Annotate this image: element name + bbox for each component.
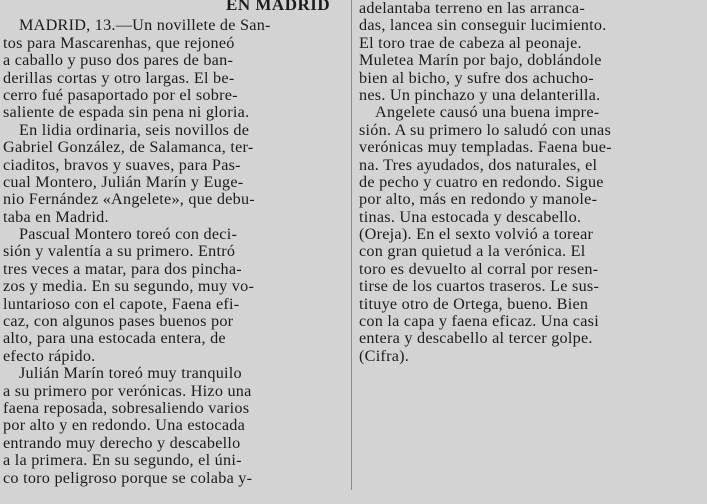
- text-line: a caballo y puso dos pares de ban-: [3, 52, 234, 70]
- text-line: con gran quietud a la verónica. El: [359, 243, 586, 261]
- right-column: [359, 0, 705, 365]
- text-line: nes. Un pinchazo y una delanterilla.: [359, 86, 601, 104]
- text-line: tituye otro de Ortega, bueno. Bien: [359, 295, 589, 313]
- text-line: (Oreja). En el sexto volvió a torear: [359, 226, 594, 244]
- text-line: entera y descabello al tercer golpe.: [359, 330, 593, 348]
- text-line: tres veces a matar, para dos pincha-: [3, 260, 242, 278]
- text-line: Muletea Marín por bajo, doblándole: [359, 52, 602, 70]
- text-line: verónicas muy templadas. Faena bue-: [359, 139, 612, 157]
- text-line: derillas cortas y otro largas. El be-: [3, 69, 235, 87]
- text-line: MADRID, 13.—Un novillete de San-: [19, 17, 271, 35]
- text-line: [3, 0, 346, 17]
- text-line: faena reposada, sobresaliendo varios: [3, 399, 250, 417]
- text-line: En lidia ordinaria, seis novillos de: [19, 121, 250, 139]
- text-line: taba en Madrid.: [3, 208, 109, 226]
- text-line: Gabriel González, de Salamanca, ter-: [3, 139, 254, 157]
- text-line: bien al bicho, y sufre dos achucho-: [359, 69, 594, 87]
- text-line: adelantaba terreno en las arranca-: [359, 0, 585, 17]
- text-line: Julián Marín toreó muy tranquilo: [19, 365, 242, 383]
- text-line: tirse de los cuartos traseros. Le sus-: [359, 278, 600, 296]
- text-line: caz, con algunos pases buenos por: [3, 313, 234, 331]
- text-line: co toro peligroso porque se colaba y-: [3, 469, 253, 487]
- text-line: entrando muy derecho y descabello: [3, 434, 241, 452]
- article-heading: EN MADRID: [226, 0, 331, 14]
- text-line: na. Tres ayudados, dos naturales, el: [359, 156, 598, 174]
- text-line: ciaditos, bravos y suaves, para Pas-: [3, 156, 241, 174]
- left-column: [3, 0, 346, 487]
- text-line: nio Fernández «Angelete», que debu-: [3, 191, 255, 209]
- text-line: cual Montero, Julián Marín y Euge-: [3, 173, 244, 191]
- text-line: tinas. Una estocada y descabello.: [359, 208, 582, 226]
- text-line: (Cifra).: [359, 347, 410, 365]
- text-line: con la capa y faena eficaz. Una casi: [359, 313, 599, 331]
- text-line: por alto, más en redondo y manole-: [359, 191, 598, 209]
- text-line: das, lancea sin conseguir lucimiento.: [359, 17, 607, 35]
- column-divider: [351, 0, 352, 490]
- text-line: sión y valentía a su primero. Entró: [3, 243, 236, 261]
- text-line: El toro trae de cabeza al peonaje.: [359, 34, 582, 52]
- text-line: por alto y en redondo. Una estocada: [3, 417, 246, 435]
- text-line: luntarioso con el capote, Faena efi-: [3, 295, 240, 313]
- text-line: a su primero por verónicas. Hizo una: [3, 382, 252, 400]
- text-line: tos para Mascarenhas, que rejoneó: [3, 34, 235, 52]
- text-line: zos y media. En su segundo, muy vo-: [3, 278, 255, 296]
- text-line: a la primera. En su segundo, el úni-: [3, 452, 242, 470]
- text-line: saliente de espada sin pena ni gloria.: [3, 104, 250, 122]
- text-line: cerro fué pasaportado por el sobre-: [3, 86, 238, 104]
- text-line: Pascual Montero toreó con deci-: [19, 226, 238, 244]
- text-line: Angelete causó una buena impre-: [375, 104, 600, 122]
- text-line: de pecho y cuatro en redondo. Sigue: [359, 173, 604, 191]
- text-line: efecto rápido.: [3, 347, 96, 365]
- text-line: toro es devuelto al corral por resen-: [359, 260, 599, 278]
- text-line: sión. A su primero lo saludó con unas: [359, 121, 612, 139]
- text-line: alto, para una estocada entera, de: [3, 330, 226, 348]
